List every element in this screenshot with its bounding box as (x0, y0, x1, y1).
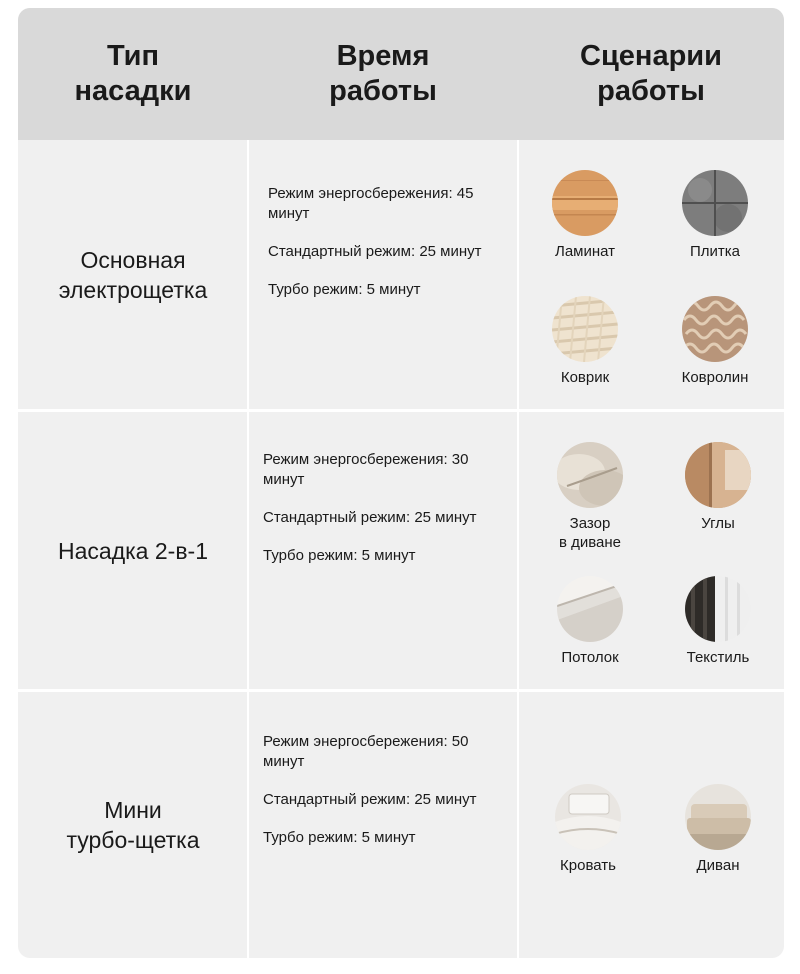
scenario-rug (547, 296, 623, 387)
attachment-name: Насадка 2-в-1 (58, 537, 208, 564)
table-row (18, 140, 784, 409)
curtain-icon (685, 576, 751, 642)
runtime-standard: Стандартный режим: 25 минут (268, 243, 482, 260)
scenario-label: Плитка (689, 243, 741, 260)
rug-icon (552, 296, 618, 362)
scenario-label: Текстиль (686, 649, 750, 666)
comparison-table (18, 8, 784, 958)
carpet-icon (682, 296, 748, 362)
attachment-name: Мини турбо-щетка (66, 797, 200, 853)
runtime-turbo: Турбо режим: 5 минут (268, 281, 421, 298)
laminate-icon (552, 170, 618, 236)
runtime-list (263, 732, 495, 866)
table-row (18, 692, 784, 958)
runtime-list (268, 184, 500, 318)
runtime-standard: Стандартный режим: 25 минут (263, 509, 477, 526)
header-scenarios: Сценарии работы (580, 40, 722, 107)
scenario-label: Диван (696, 857, 740, 874)
sofa-icon (685, 784, 751, 850)
scenario-sofa-gap (552, 442, 628, 552)
ceiling-icon (557, 576, 623, 642)
table-header (18, 8, 784, 140)
scenario-corner (680, 442, 756, 533)
attachment-name: Основная электрощетка (58, 246, 208, 303)
scenario-label: Потолок (561, 649, 619, 666)
scenario-bed (550, 784, 626, 875)
tile-icon (682, 170, 748, 236)
scenario-label: Ламинат (554, 243, 616, 260)
corner-icon (685, 442, 751, 508)
scenario-tile (677, 170, 753, 261)
runtime-standard: Стандартный режим: 25 минут (263, 791, 477, 808)
scenario-ceiling (552, 576, 628, 667)
scenario-sofa (680, 784, 756, 875)
scenario-label: Кровать (560, 857, 616, 874)
runtime-list (263, 450, 503, 584)
scenario-label: Углы (701, 515, 735, 532)
table-row (18, 412, 784, 689)
scenario-label: Коврик (560, 369, 610, 386)
runtime-eco: Режим энергосбережения: 50 минут (263, 733, 469, 770)
runtime-eco: Режим энергосбережения: 45 минут (268, 185, 474, 222)
scenario-laminate (547, 170, 623, 261)
scenario-label: Ковролин (681, 369, 749, 386)
bed-icon (555, 784, 621, 850)
runtime-turbo: Турбо режим: 5 минут (263, 547, 416, 564)
scenario-label: Зазор в диване (558, 515, 622, 551)
scenario-carpet (677, 296, 753, 387)
scenario-textile (680, 576, 756, 667)
runtime-turbo: Турбо режим: 5 минут (263, 829, 416, 846)
runtime-eco: Режим энергосбережения: 30 минут (263, 451, 469, 488)
header-runtime: Время работы (329, 40, 437, 107)
header-attachment-type: Тип насадки (74, 40, 192, 107)
sofa-gap-icon (557, 442, 623, 508)
